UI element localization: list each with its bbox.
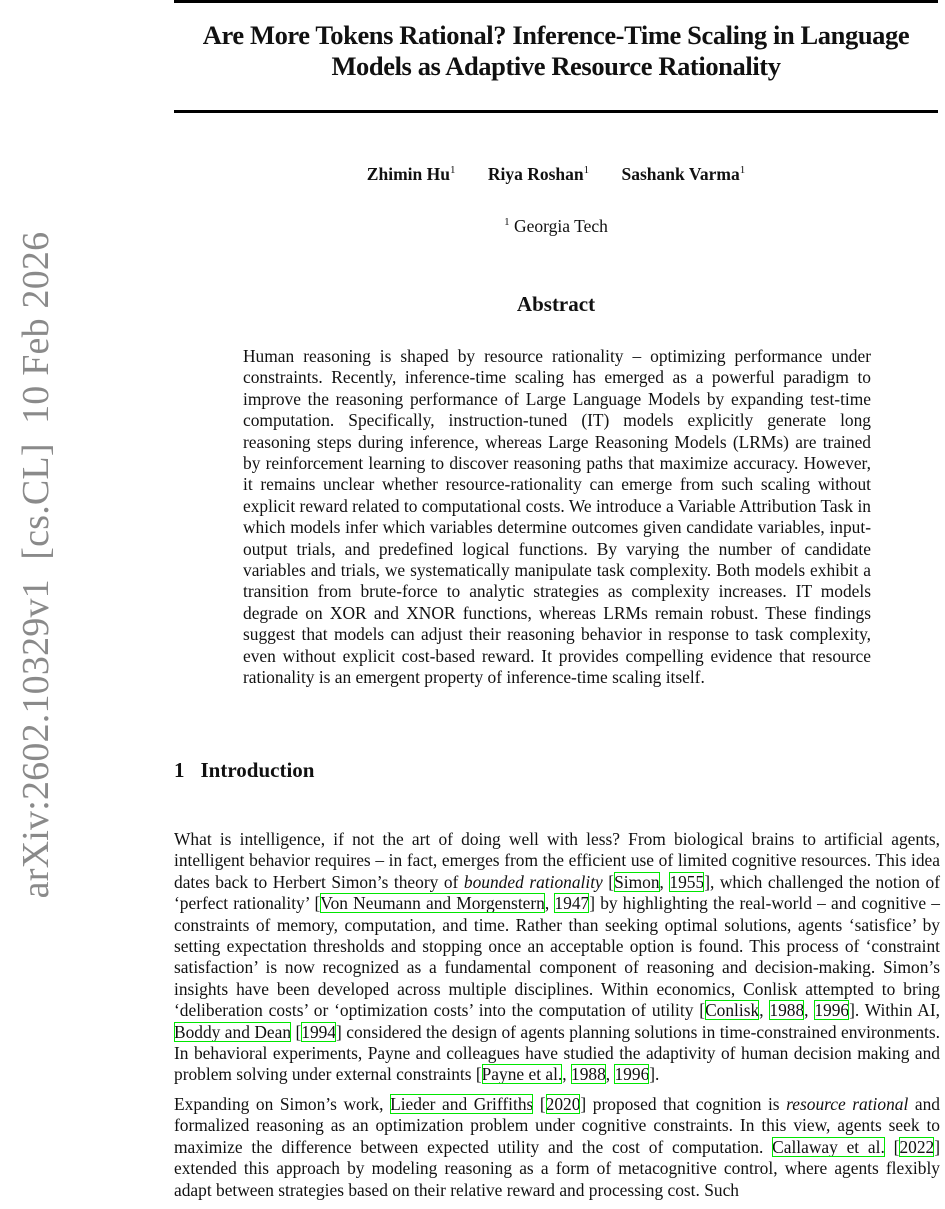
- title-bottom-rule: [174, 110, 938, 113]
- citation-year-link[interactable]: 1988: [769, 1000, 805, 1021]
- citation-year-link[interactable]: 1994: [301, 1021, 337, 1042]
- citation-year-link[interactable]: 1988: [571, 1064, 606, 1085]
- author-list: [174, 164, 938, 185]
- author-name: Zhimin Hu$^1$: [366, 164, 456, 184]
- affiliation-mark: 1: [739, 164, 746, 176]
- citation-link[interactable]: Conlisk: [705, 1000, 760, 1021]
- title-line-2: Models as Adaptive Resource Rationality: [331, 51, 781, 81]
- affiliation-name: Georgia Tech: [514, 216, 608, 236]
- arxiv-identifier-stamp: [14, 232, 58, 899]
- section-heading-introduction: [174, 758, 314, 783]
- introduction-body: [174, 829, 940, 1209]
- affiliation: [174, 216, 938, 237]
- affiliation-mark: 1: [504, 216, 510, 228]
- citation-year-link[interactable]: 1947: [554, 893, 590, 914]
- citation-year-link[interactable]: 1996: [814, 1000, 850, 1021]
- arxiv-id: arXiv:2602.10329v1: [15, 579, 57, 899]
- citation-year-link[interactable]: 2020: [545, 1093, 581, 1114]
- section-title: Introduction: [200, 758, 315, 782]
- citation-year-link[interactable]: 2022: [899, 1136, 935, 1157]
- citation-link[interactable]: Simon: [614, 871, 660, 892]
- section-number: 1: [174, 758, 185, 782]
- author-name: Sashank Varma$^1$: [621, 164, 746, 184]
- affiliation-mark: 1: [583, 164, 590, 176]
- author-name: Riya Roshan$^1$: [487, 164, 590, 184]
- arxiv-date: 10 Feb 2026: [15, 231, 57, 424]
- arxiv-category: [cs.CL]: [15, 443, 57, 560]
- paragraph: What is intelligence, if not the art of doing well with less? From biological brains to artificial agents, intelligent behavior requires – in fact, emerges from the efficient use of limited cognitive resources. This idea dates back to Herbert Simon’s theory of bounded rationality [Simon, 1955], which challenged the notion of ‘perfect rationality’ [Von Neumann and Morgenstern, 1947] by highlighting the real-world – and cognitive – constraints of memory, computation, and time. Rather than seeking optimal solutions, agents ‘satisfice’ by setting expectation thresholds and stopping once an acceptable option is found. This process of ‘constraint satisfaction’ is now recognized as a fundamental component of reasoning and decision-making. Simon’s insights have been developed across multiple disciplines. Within economics, Conlisk attempted to bring ‘deliberation costs’ or ‘optimization costs’ into the computation of utility [Conlisk, 1988, 1996]. Within AI, Boddy and Dean [1994] considered the design of agents planning solutions in time-constrained environments. In behavioral experiments, Payne and colleagues have studied the adaptivity of human decision making and problem solving under external constraints [Payne et al., 1988, 1996].: [174, 829, 941, 1085]
- title-top-rule: [174, 0, 938, 3]
- citation-link[interactable]: Boddy and Dean: [174, 1021, 292, 1042]
- citation-link[interactable]: Payne et al.: [481, 1064, 563, 1085]
- abstract-heading: Abstract: [516, 292, 596, 316]
- citation-link[interactable]: Callaway et al.: [772, 1136, 885, 1157]
- paper-title: [174, 20, 938, 82]
- citation-year-link[interactable]: 1996: [614, 1064, 650, 1085]
- citation-year-link[interactable]: 1955: [669, 871, 705, 892]
- paragraph: Expanding on Simon’s work, Lieder and Griffiths [2020] proposed that cognition is resource rational and formalized reasoning as an optimization problem under cognitive constraints. In this view, agents seek to maximize the difference between expected utility and the cost of computation. Callaway et al. [2022] extended this approach by modeling reasoning as a form of metacognitive control, where agents flexibly adapt between strategies based on their relative reward and processing cost. Such: [174, 1093, 941, 1200]
- citation-link[interactable]: Von Neumann and Morgenstern: [320, 893, 545, 914]
- abstract-text: Human reasoning is shaped by resource rationality – optimizing performance under constraints. Recently, inference-time scaling has emerged as a powerful paradigm to improve the reasoning performance of Large Language Models by expanding test-time computation. Specifically, instruction-tuned (IT) models explicitly generate long reasoning steps during inference, whereas Large Reasoning Models (LRMs) are trained by reinforcement learning to discover reasoning paths that maximize accuracy. However, it remains unclear whether resource-rationality can emerge from such scaling without explicit reward related to computational costs. We introduce a Variable Attribution Task in which models infer which variables determine outcomes given candidate variables, input-output trials, and predefined logical functions. By varying the number of candidate variables and trials, we systematically manipulate task complexity. Both models exhibit a transition from brute-force to analytic strategies as complexity increases. IT models degrade on XOR and XNOR functions, whereas LRMs remain robust. These findings suggest that models can adjust their reasoning behavior in response to task complexity, even without explicit cost-based reward. It provides compelling evidence that resource rationality is an emergent property of inference-time scaling itself.: [243, 346, 871, 688]
- citation-link[interactable]: Lieder and Griffiths: [390, 1093, 534, 1114]
- affiliation-mark: 1: [449, 164, 456, 176]
- title-line-1: Are More Tokens Rational? Inference-Time Scaling in Language: [202, 20, 910, 50]
